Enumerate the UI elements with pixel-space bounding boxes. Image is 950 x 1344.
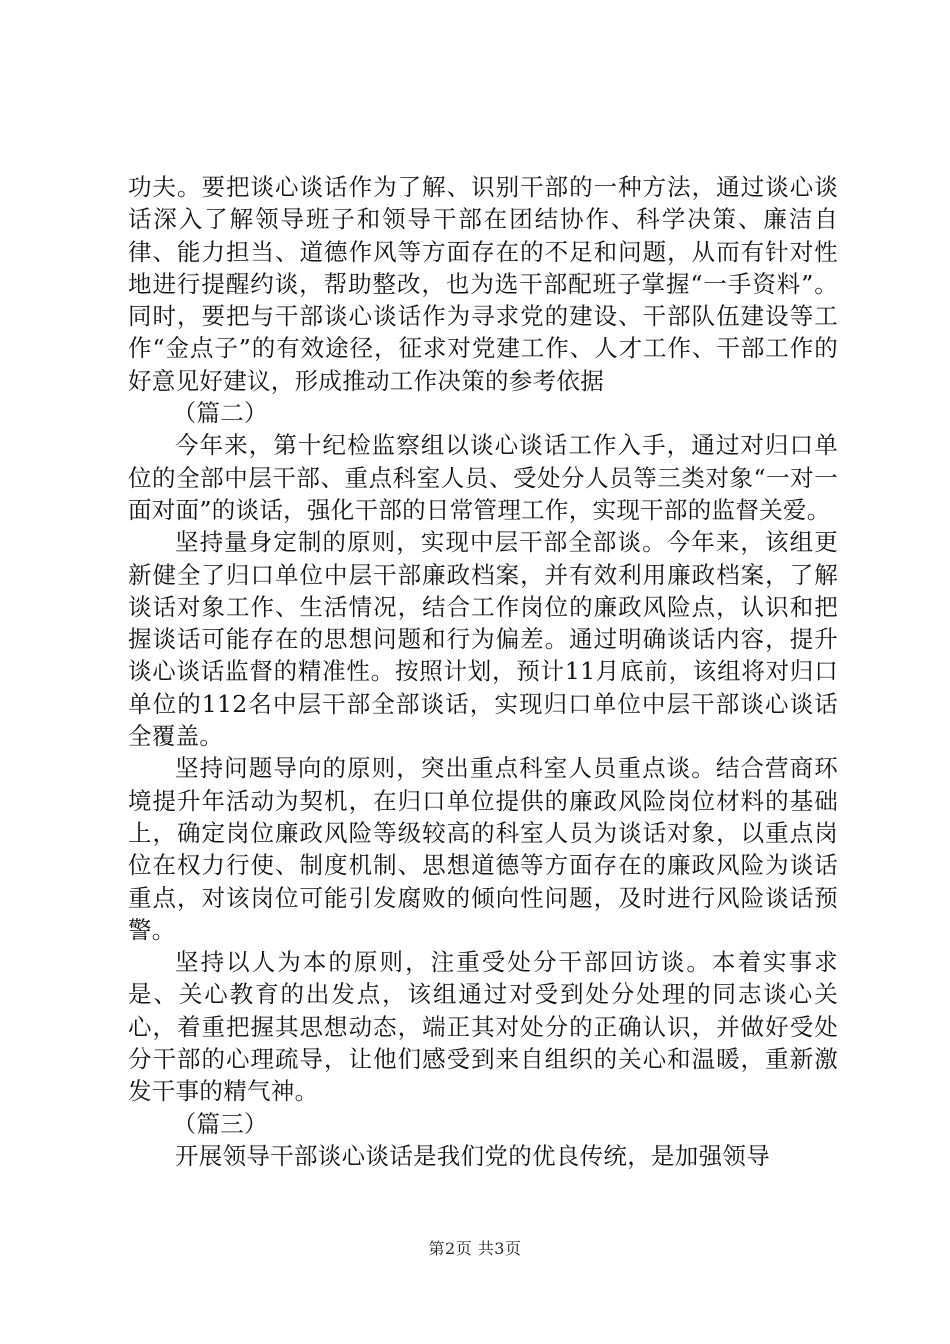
section-heading-3: （篇三） xyxy=(172,1109,268,1138)
paragraph: 今年来，第十纪检监察组以谈心谈话工作入手，通过对归口单位的全部中层干部、重点科室人员、受处分人员等三类对象“一对一面对面”的谈话，强化干部的日常管理工作，实现干部的监督关爱。 xyxy=(128,431,838,524)
body-text xyxy=(128,171,838,1172)
section-heading-2: （篇二） xyxy=(172,399,268,428)
paragraph-continuation: 功夫。要把谈心谈话作为了解、识别干部的一种方法，通过谈心谈话深入了解领导班子和领导干部在团结协作、科学决策、廉洁自律、能力担当、道德作风等方面存在的不足和问题，从而有针对性地进行提醒约谈，帮助整改，也为选干部配班子掌握“一手资料”。同时，要把与干部谈心谈话作为寻求党的建设、干部队伍建设等工作“金点子”的有效途径，征求对党建工作、人才工作、干部工作的好意见好建议，形成推动工作决策的参考依据 xyxy=(128,173,838,395)
paragraph: 坚持以人为本的原则，注重受处分干部回访谈。本着实事求是、关心教育的出发点，该组通过对受到处分处理的同志谈心关心，着重把握其思想动态，端正其对处分的正确认识，并做好受处分干部的心理疏导，让他们感受到来自组织的关心和温暖，重新激发干事的精气神。 xyxy=(128,948,838,1106)
paragraph: 开展领导干部谈心谈话是我们党的优良传统，是加强领导 xyxy=(175,1141,770,1170)
paragraph: 坚持问题导向的原则，突出重点科室人员重点谈。结合营商环境提升年活动为契机，在归口单位提供的廉政风险岗位材料的基础上，确定岗位廉政风险等级较高的科室人员为谈话对象，以重点岗位在权力行使、制度机制、思想道德等方面存在的廉政风险为谈话重点，对该岗位可能引发腐败的倾向性问题，及时进行风险谈话预警。 xyxy=(128,754,838,944)
paragraph: 坚持量身定制的原则，实现中层干部全部谈。今年来，该组更新健全了归口单位中层干部廉政档案，并有效利用廉政档案，了解谈话对象工作、生活情况，结合工作岗位的廉政风险点，认识和把握谈话可能存在的思想问题和行为偏差。通过明确谈话内容，提升谈心谈话监督的精准性。按照计划，预计11月底前，该组将对归口单位的112名中层干部全部谈话，实现归口单位中层干部谈心谈话全覆盖。 xyxy=(128,528,838,751)
page-number-footer: 第2页 共3页 xyxy=(428,1239,522,1258)
